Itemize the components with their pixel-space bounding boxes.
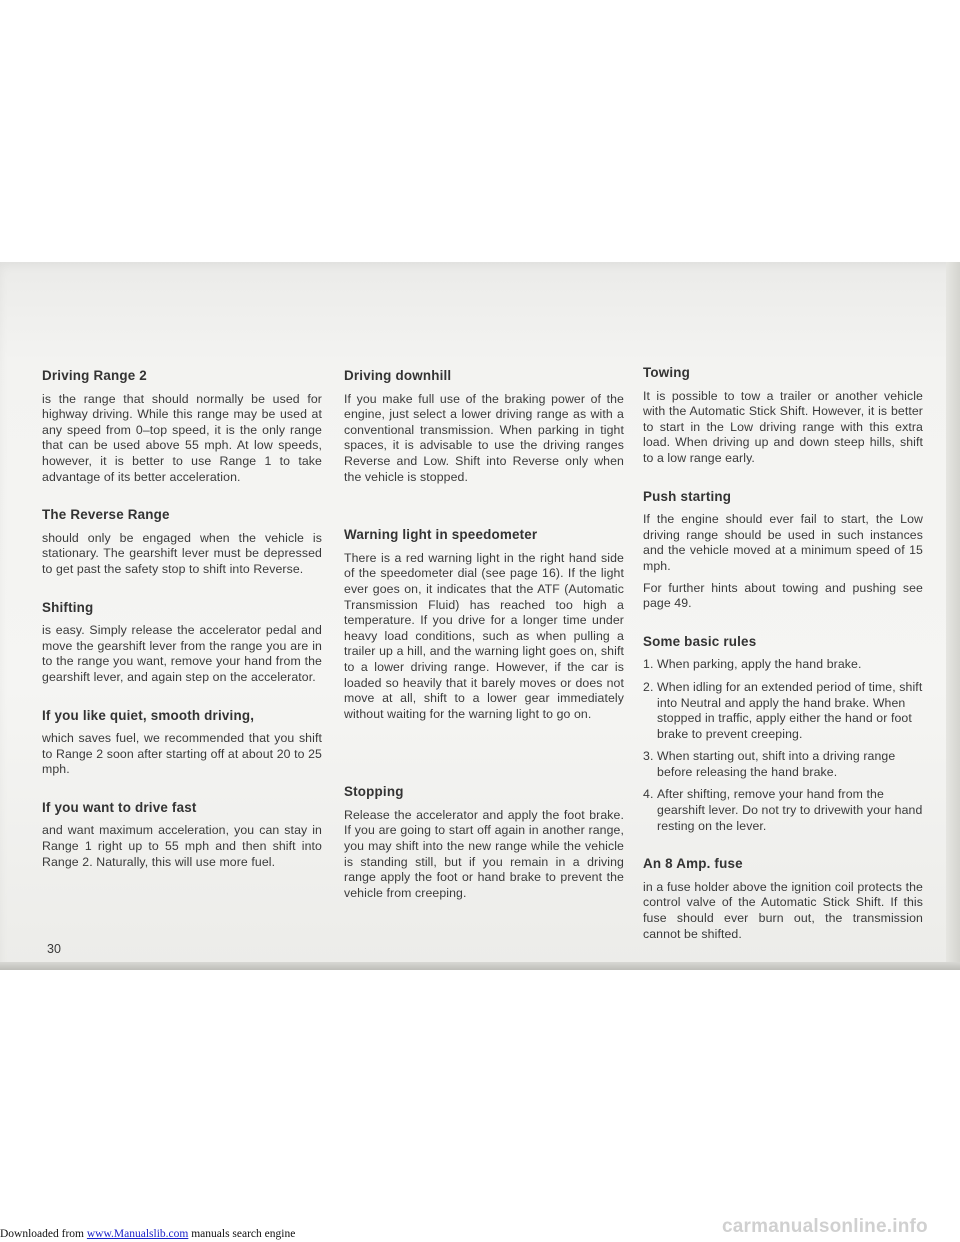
page-number: 30 bbox=[47, 942, 61, 956]
list-item-text: When parking, apply the hand brake. bbox=[657, 657, 862, 672]
list-item-number: 4. bbox=[643, 787, 654, 802]
text-drive-fast: and want maximum acceleration, you can stay in Range 1 right up to 55 mph and then shift into Range 2. Naturally, this will use more fuel. bbox=[42, 823, 322, 869]
section-basic-rules bbox=[643, 634, 923, 835]
text-warning-light: There is a red warning light in the right hand side of the speedometer dial (see page 16). If the light ever goes on, it indicates that the ATF (Automatic Transmission Fluid) has reached too high a temperature. If you drive for a longer time under heavy load conditions, such as when pulling a trailer up a hill, and the warning light goes on, shift to a lower driving range. However, if the car is loaded so heavily that it barely moves or does not move at all, shift to a lower gear immediately without waiting for the warning light to go on. bbox=[344, 550, 624, 721]
list-item bbox=[643, 787, 923, 834]
heading-shifting: Shifting bbox=[42, 599, 94, 615]
list-item bbox=[643, 749, 923, 780]
list-item bbox=[643, 680, 923, 742]
list-item-number: 1. bbox=[643, 657, 654, 672]
list-item-text: When idling for an extended period of time, shift into Neutral and apply the hand brake. When stopped in traffic, apply either the hand or foot brake to prevent creeping. bbox=[657, 679, 923, 741]
section-driving-downhill bbox=[344, 368, 624, 485]
manualslib-link[interactable]: www.Manualslib.com bbox=[86, 1228, 189, 1240]
text-driving-range-2: is the range that should normally be used for highway driving. While this range may be used at any speed from 0–top speed, it is the only range that can be used above 55 mph. At low speeds, however, it is better to use Range 1 to take advantage of its better acceleration. bbox=[42, 391, 322, 484]
heading-push-starting: Push starting bbox=[643, 488, 732, 504]
heading-drive-fast: If you want to drive fast bbox=[42, 799, 197, 815]
section-push-starting bbox=[643, 489, 923, 612]
list-item-text: When starting out, shift into a driving range before releasing the hand brake. bbox=[657, 749, 896, 779]
heading-stopping: Stopping bbox=[344, 784, 404, 800]
text-reverse-range: should only be engaged when the vehicle is stationary. The gearshift lever must be depressed to get past the safety stop to shift into Reverse. bbox=[42, 530, 322, 576]
section-reverse-range bbox=[42, 507, 322, 577]
list-item-text: After shifting, remove your hand from the gearshift lever. Do not try to drivewith your hand resting on the lever. bbox=[657, 787, 923, 833]
text-fuse: in a fuse holder above the ignition coil protects the control valve of the Automatic Stick Shift. If this fuse should ever burn out, the transmission cannot be shifted. bbox=[643, 879, 923, 941]
section-warning-light bbox=[344, 527, 624, 722]
section-towing bbox=[643, 365, 923, 467]
text-push-starting: If the engine should ever fail to start, the Low driving range should be used in such instances and the vehicle moved at a minimum speed of 15 mph. bbox=[643, 512, 923, 573]
text-quiet-driving: which saves fuel, we recommended that you shift to Range 2 soon after starting off at about 20 to 25 mph. bbox=[42, 731, 322, 777]
section-quiet-driving bbox=[42, 708, 322, 778]
section-drive-fast bbox=[42, 800, 322, 870]
section-stopping bbox=[344, 784, 624, 901]
section-fuse bbox=[643, 856, 923, 942]
section-driving-range-2 bbox=[42, 368, 322, 485]
heading-driving-downhill: Driving downhill bbox=[344, 368, 452, 383]
text-stopping: Release the accelerator and apply the foot brake. If you are going to start off again in another range, you may shift into the new range while the vehicle is standing still, but if you remain in a driving range apply the foot or hand brake to prevent the vehicle from creeping. bbox=[344, 807, 624, 900]
column-middle bbox=[344, 368, 624, 923]
heading-warning-light: Warning light in speedometer bbox=[344, 527, 538, 543]
column-left bbox=[42, 368, 322, 892]
heading-towing: Towing bbox=[643, 365, 691, 380]
heading-quiet-driving: If you like quiet, smooth driving, bbox=[42, 707, 255, 723]
list-item bbox=[643, 657, 923, 673]
download-footer bbox=[0, 1228, 295, 1240]
footer-prefix: Downloaded from bbox=[0, 1228, 87, 1240]
text-towing: It is possible to tow a trailer or another vehicle with the Automatic Stick Shift. However, it is better to start in the Low driving range with this extra load. When driving up and down steep hills, shift to a low range early. bbox=[643, 388, 923, 465]
text-driving-downhill: If you make full use of the braking power of the engine, just select a lower driving range as with a conventional transmission. When parking in tight spaces, it is advisable to use the driving ranges Reverse and Low. Shift into Reverse only when the vehicle is stopped. bbox=[344, 391, 624, 484]
watermark: carmanualsonline.info bbox=[722, 1216, 928, 1237]
text-shifting: is easy. Simply release the accelerator pedal and move the gearshift lever from the range you are in to the range you want, remove your hand from the gearshift lever, and again step on the accelerator. bbox=[42, 623, 322, 684]
footer-suffix: manuals search engine bbox=[188, 1228, 296, 1240]
heading-fuse: An 8 Amp. fuse bbox=[643, 856, 743, 872]
basic-rules-list bbox=[643, 657, 923, 834]
heading-basic-rules: Some basic rules bbox=[643, 633, 757, 649]
section-shifting bbox=[42, 600, 322, 686]
heading-reverse-range: The Reverse Range bbox=[42, 507, 170, 523]
list-item-number: 2. bbox=[643, 679, 654, 694]
column-right bbox=[643, 365, 923, 964]
heading-driving-range-2: Driving Range 2 bbox=[42, 368, 147, 383]
page-edge-right bbox=[946, 262, 960, 970]
list-item-number: 3. bbox=[643, 749, 654, 764]
text-push-starting-hint: For further hints about towing and pushing see page 49. bbox=[643, 580, 923, 611]
